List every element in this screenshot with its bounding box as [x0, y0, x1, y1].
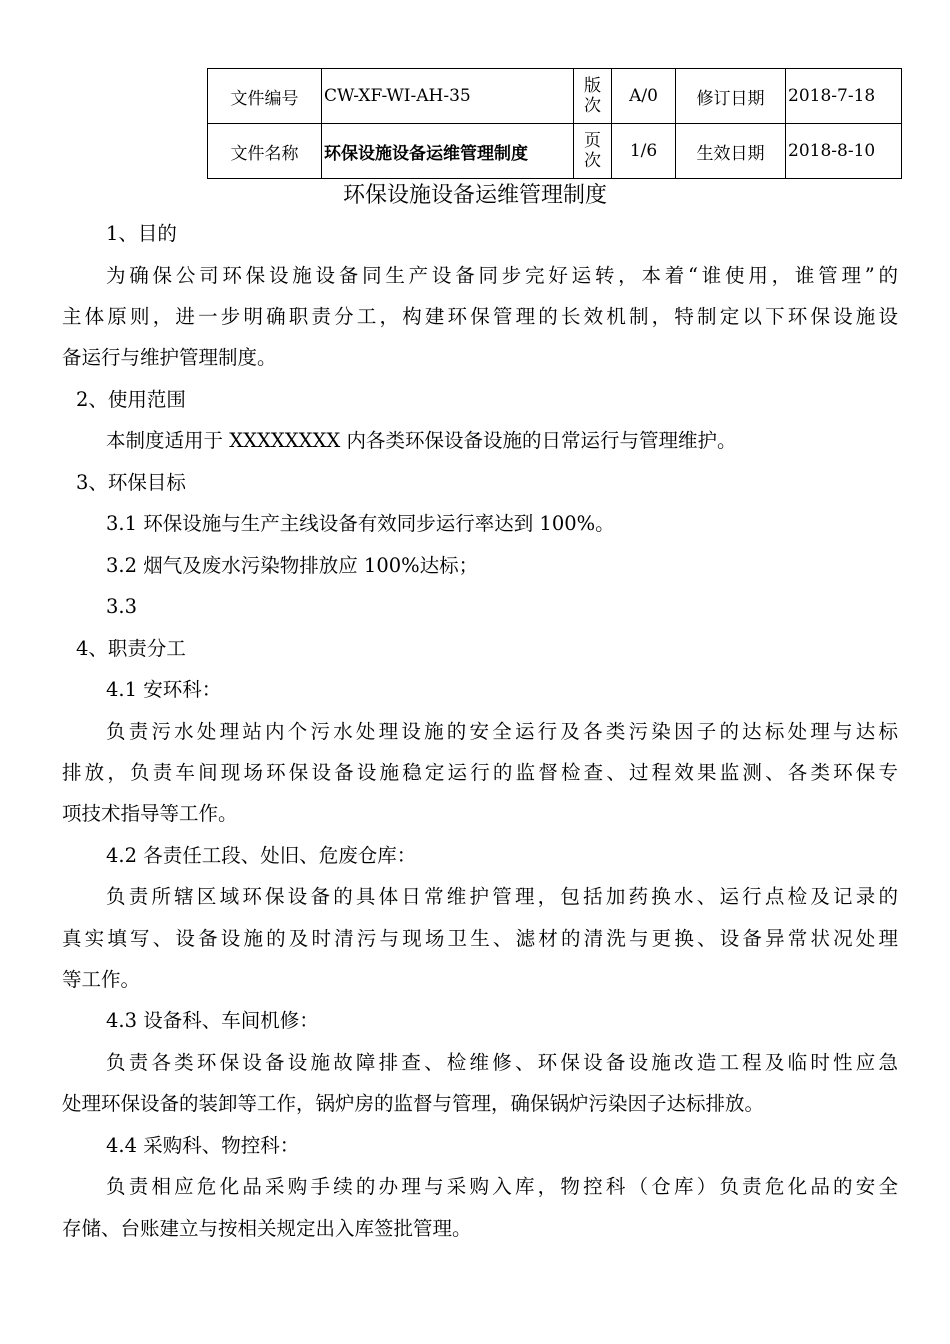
section-4-1-line-2: 排放，负责车间现场环保设备设施稳定运行的监督检查、过程效果监测、各类环保专: [62, 761, 898, 784]
page-label: [574, 124, 612, 179]
section-2-heading: 2、使用范围: [76, 388, 186, 411]
section-4-3-line-2: 处理环保设备的装卸等工作，锅炉房的监督与管理，确保锅炉污染因子达标排放。: [62, 1092, 765, 1115]
section-4-2-line-1: 负责所辖区域环保设备的具体日常维护管理，包括加药换水、运行点检及记录的: [106, 885, 898, 908]
section-1-paragraph-line-2: 主体原则，进一步明确职责分工，构建环保管理的长效机制，特制定以下环保设施设: [62, 305, 898, 328]
page-label-char-2: 次: [584, 151, 601, 171]
page-label-char-1: 页: [584, 131, 601, 151]
doc-number-value: CW-XF-WI-AH-35: [322, 69, 574, 124]
effective-date-value: 2018-8-10: [786, 124, 902, 179]
version-label-char-1: 版: [584, 76, 601, 96]
section-3-heading: 3、环保目标: [76, 471, 186, 494]
section-4-1-heading: 4.1 安环科：: [106, 678, 222, 701]
effective-date-label: 生效日期: [676, 124, 786, 179]
section-4-2-heading: 4.2 各责任工段、处旧、危废仓库：: [106, 844, 417, 867]
version-label: [574, 69, 612, 124]
section-4-4-line-2: 存储、台账建立与按相关规定出入库签批管理。: [62, 1217, 472, 1240]
version-label-char-2: 次: [584, 96, 601, 116]
doc-name-label: 文件名称: [208, 124, 322, 179]
doc-number-label: 文件编号: [208, 69, 322, 124]
document-header-table: [207, 68, 902, 179]
section-1-heading: 1、目的: [106, 222, 177, 245]
section-4-2-line-3: 等工作。: [62, 968, 141, 991]
section-4-heading: 4、职责分工: [76, 637, 186, 660]
page-value: 1/6: [612, 124, 676, 179]
section-4-4-heading: 4.4 采购科、物控科：: [106, 1134, 300, 1157]
section-3-1-item: 3.1 环保设施与生产主线设备有效同步运行率达到 100%。: [106, 512, 615, 535]
header-row-1: [208, 69, 902, 124]
section-4-1-line-3: 项技术指导等工作。: [62, 802, 238, 825]
revision-date-value: 2018-7-18: [786, 69, 902, 124]
doc-name-value: 环保设施设备运维管理制度: [322, 124, 574, 179]
section-4-3-line-1: 负责各类环保设备设施故障排查、检维修、环保设备设施改造工程及临时性应急: [106, 1051, 898, 1074]
section-4-3-heading: 4.3 设备科、车间机修：: [106, 1009, 319, 1032]
section-4-2-line-2: 真实填写、设备设施的及时清污与现场卫生、滤材的清洗与更换、设备异常状况处理: [62, 927, 898, 950]
header-row-2: [208, 124, 902, 179]
section-1-paragraph-line-1: 为确保公司环保设施设备同生产设备同步完好运转，本着“谁使用，谁管理”的: [106, 264, 898, 287]
section-4-4-line-1: 负责相应危化品采购手续的办理与采购入库，物控科（仓库）负责危化品的安全: [106, 1175, 898, 1198]
version-value: A/0: [612, 69, 676, 124]
section-3-2-item: 3.2 烟气及废水污染物排放应 100%达标；: [106, 554, 479, 577]
revision-date-label: 修订日期: [676, 69, 786, 124]
document-title: 环保设施设备运维管理制度: [342, 183, 607, 208]
section-4-1-line-1: 负责污水处理站内个污水处理设施的安全运行及各类污染因子的达标处理与达标: [106, 720, 898, 743]
section-1-paragraph-line-3: 备运行与维护管理制度。: [62, 346, 277, 369]
section-3-3-item: 3.3: [106, 595, 138, 618]
section-2-paragraph-line-1: 本制度适用于 XXXXXXXX 内各类环保设备设施的日常运行与管理维护。: [106, 429, 737, 452]
